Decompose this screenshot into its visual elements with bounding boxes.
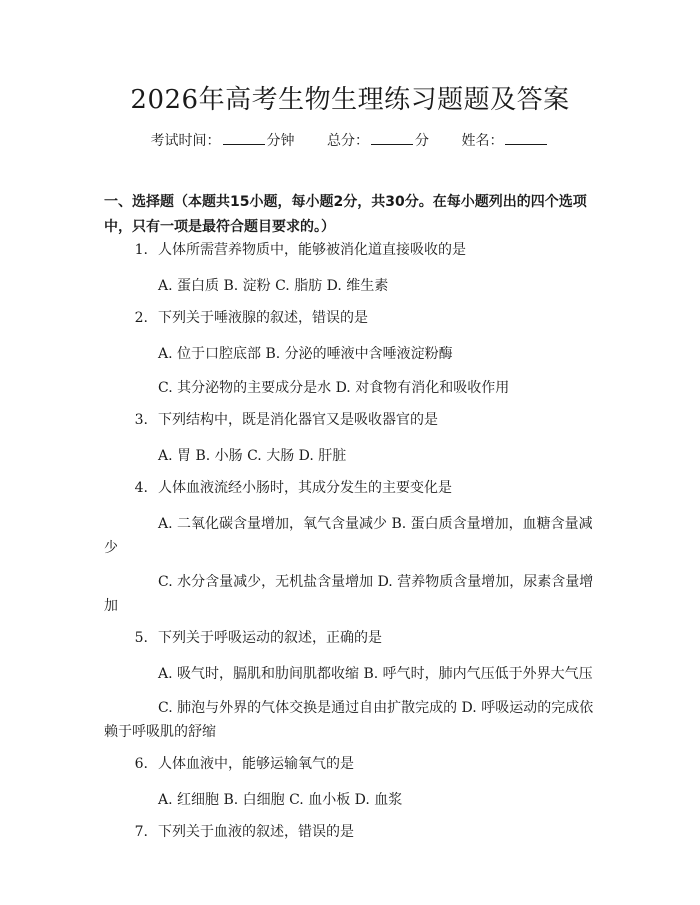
question-number: 1.: [134, 242, 148, 258]
question-item: [104, 410, 596, 430]
question-item: [104, 822, 596, 842]
question-options: A. 胃 B. 小肠 C. 大肠 D. 肝脏: [158, 448, 347, 464]
question-stem: 人体血液中，能够运输氧气的是: [158, 756, 354, 772]
exam-time: 考试时间： 分钟: [151, 130, 295, 151]
question-options: A. 红细胞 B. 白细胞 C. 血小板 D. 血浆: [158, 792, 403, 808]
name-blank: [505, 130, 547, 145]
question-item: [104, 754, 596, 774]
question-number: 7.: [134, 824, 148, 840]
question-stem: 下列关于血液的叙述，错误的是: [158, 824, 354, 840]
question-options: A. 吸气时，膈肌和肋间肌都收缩 B. 呼气时，肺内气压低于外界大气压: [158, 666, 593, 682]
page-title: 2026年高考生物生理练习题题及答案: [130, 85, 570, 115]
score-blank: [371, 130, 413, 145]
question-number: 5.: [134, 630, 148, 646]
question-options: C. 其分泌物的主要成分是水 D. 对食物有消化和吸收作用: [158, 380, 510, 396]
question-number: 2.: [134, 310, 148, 326]
question-stem: 人体所需营养物质中，能够被消化道直接吸收的是: [158, 242, 466, 258]
question-item: [104, 240, 596, 260]
question-options: A. 位于口腔底部 B. 分泌的唾液中含唾液淀粉酶: [158, 346, 453, 362]
question-item: [104, 308, 596, 328]
question-options: A. 蛋白质 B. 淀粉 C. 脂肪 D. 维生素: [158, 278, 389, 294]
question-number: 6.: [134, 756, 148, 772]
question-item: [104, 628, 596, 648]
question-list: [104, 240, 596, 856]
question-options: C. 肺泡与外界的气体交换是通过自由扩散完成的 D. 呼吸运动的完成依赖于呼吸肌的舒缩: [104, 700, 594, 740]
question-item: [104, 478, 596, 498]
question-stem: 下列关于呼吸运动的叙述，正确的是: [158, 630, 382, 646]
exam-name: 姓名：: [461, 130, 549, 151]
exam-score: 总分： 分: [327, 130, 429, 151]
time-blank: [223, 130, 265, 145]
question-stem: 人体血液流经小肠时，其成分发生的主要变化是: [158, 480, 452, 496]
question-options: C. 水分含量减少，无机盐含量增加 D. 营养物质含量增加，尿素含量增加: [104, 574, 594, 614]
question-stem: 下列关于唾液腺的叙述，错误的是: [158, 310, 368, 326]
question-stem: 下列结构中，既是消化器官又是吸收器官的是: [158, 412, 438, 428]
section-heading: 一、选择题（本题共15小题，每小题2分，共30分。在每小题列出的四个选项中，只有一项是最符合题目要求的。）: [104, 194, 587, 235]
question-options: A. 二氧化碳含量增加，氧气含量减少 B. 蛋白质含量增加，血糖含量减少: [104, 516, 593, 556]
question-number: 3.: [134, 412, 148, 428]
exam-meta: [0, 130, 700, 151]
question-number: 4.: [134, 480, 148, 496]
